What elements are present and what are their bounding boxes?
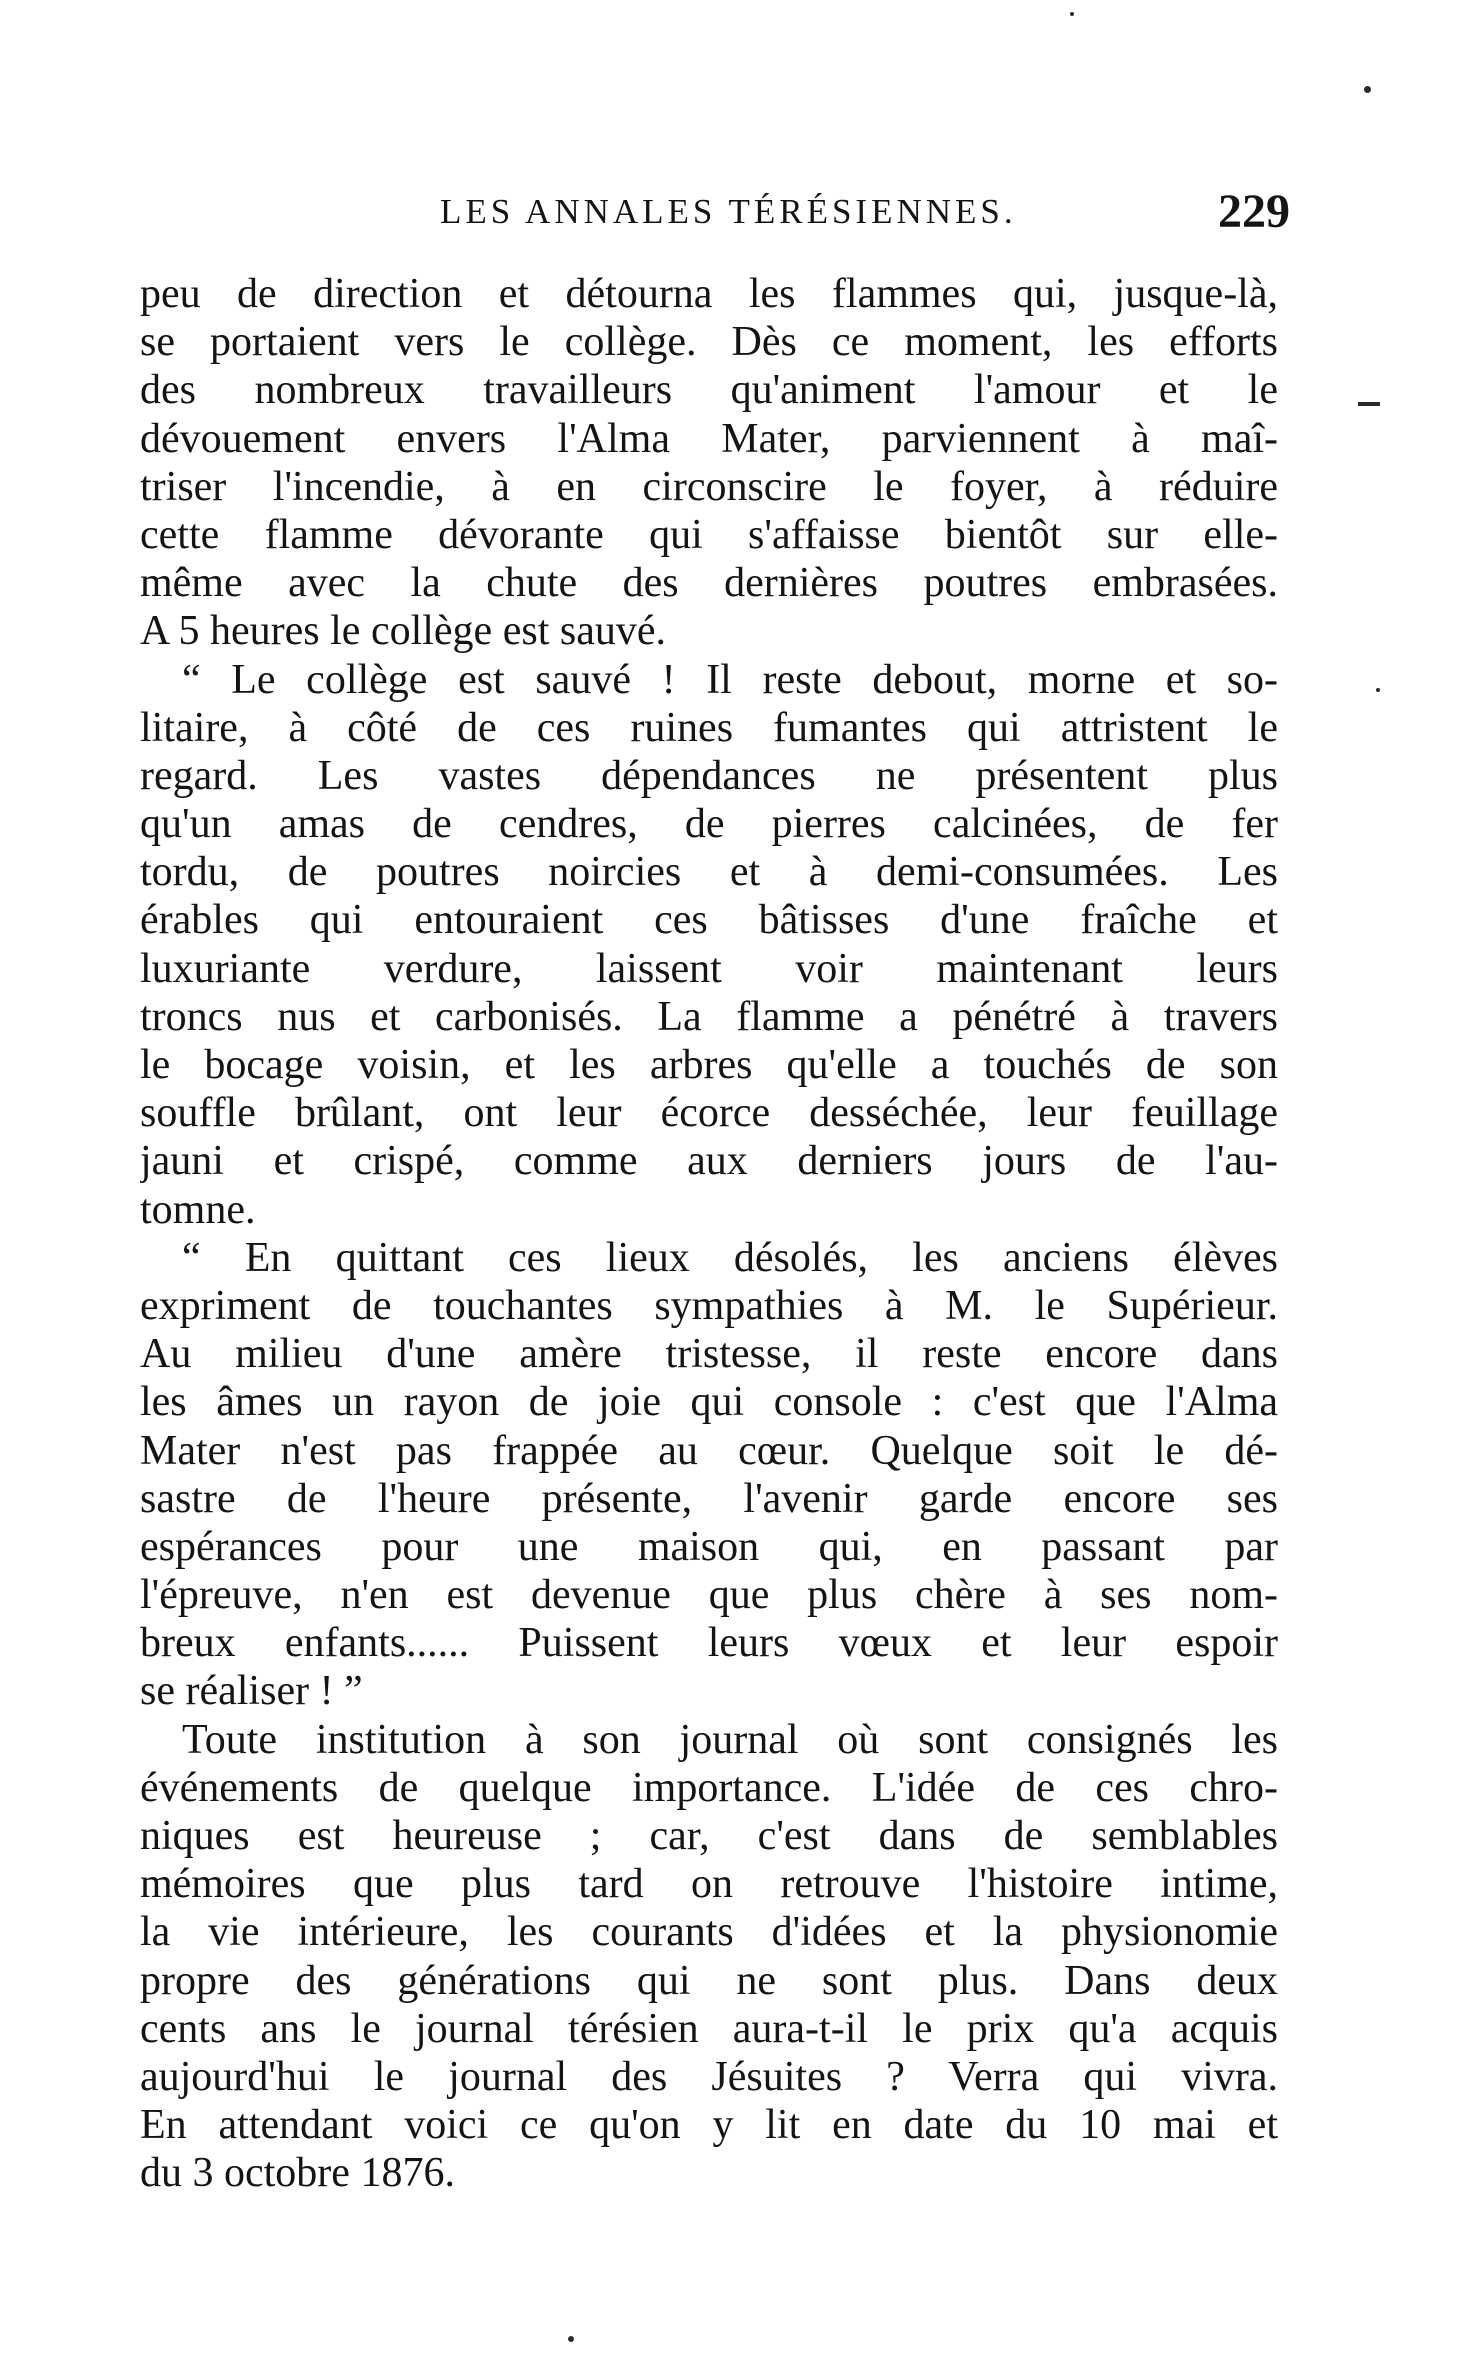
body-text bbox=[140, 270, 1278, 2198]
scan-speck bbox=[568, 2336, 574, 2342]
scan-speck bbox=[1364, 86, 1371, 93]
text-line: qu'un amas de cendres, de pierres calcinées, de fer bbox=[140, 801, 1278, 848]
text-line: peu de direction et détourna les flammes qui, jusque-là, bbox=[140, 271, 1278, 317]
text-line: breux enfants...... Puissent leurs vœux et leur espoir bbox=[140, 1620, 1278, 1667]
text-line: espérances pour une maison qui, en passant par bbox=[140, 1523, 1278, 1570]
text-line: expriment de touchantes sympathies à M. le Supérieur. bbox=[140, 1282, 1278, 1329]
text-line: triser l'incendie, à en circonscire le foyer, à réduire bbox=[140, 463, 1278, 510]
running-head bbox=[140, 182, 1290, 242]
text-line: troncs nus et carbonisés. La flamme a pénétré à travers bbox=[140, 993, 1278, 1040]
text-line: sastre de l'heure présente, l'avenir garde encore ses bbox=[140, 1475, 1278, 1522]
text-line: même avec la chute des dernières poutres embrasées. bbox=[140, 560, 1278, 607]
text-line: “ En quittant ces lieux désolés, les anciens élèves bbox=[182, 1234, 1278, 1281]
text-line: propre des générations qui ne sont plus. Dans deux bbox=[140, 1957, 1278, 2004]
text-line: En attendant voici ce qu'on y lit en date du 10 mai et bbox=[140, 2102, 1278, 2149]
text-line: la vie intérieure, les courants d'idées et la physionomie bbox=[140, 1909, 1278, 1956]
text-line: niques est heureuse ; car, c'est dans de semblables bbox=[140, 1813, 1278, 1859]
text-line: Toute institution à son journal où sont consignés les bbox=[182, 1716, 1278, 1763]
scan-speck bbox=[1376, 688, 1380, 692]
text-line: souffle brûlant, ont leur écorce desséchée, leur feuillage bbox=[140, 1090, 1278, 1137]
page-number: 229 bbox=[1218, 185, 1290, 238]
scan-speck bbox=[1070, 12, 1074, 16]
text-line: cents ans le journal térésien aura-t-il le prix qu'a acquis bbox=[140, 2005, 1278, 2052]
text-line: se réaliser ! ” bbox=[140, 1668, 363, 1715]
text-line: se portaient vers le collège. Dès ce moment, les efforts bbox=[140, 319, 1278, 366]
text-line: “ Le collège est sauvé ! Il reste debout, morne et so- bbox=[182, 656, 1278, 703]
text-line: tomne. bbox=[140, 1186, 256, 1233]
text-line: Au milieu d'une amère tristesse, il reste encore dans bbox=[140, 1331, 1278, 1378]
text-line: Mater n'est pas frappée au cœur. Quelque soit le dé- bbox=[140, 1427, 1278, 1474]
text-line: événements de quelque importance. L'idée de ces chro- bbox=[140, 1764, 1278, 1811]
text-line: aujourd'hui le journal des Jésuites ? Verra qui vivra. bbox=[140, 2053, 1278, 2100]
text-line: l'épreuve, n'en est devenue que plus chère à ses nom- bbox=[140, 1572, 1278, 1619]
text-line: litaire, à côté de ces ruines fumantes qui attristent le bbox=[140, 704, 1278, 751]
text-line: érables qui entouraient ces bâtisses d'une fraîche et bbox=[140, 897, 1278, 944]
text-line: le bocage voisin, et les arbres qu'elle a touchés de son bbox=[140, 1042, 1278, 1088]
text-line: jauni et crispé, comme aux derniers jours de l'au- bbox=[140, 1138, 1278, 1185]
text-line: des nombreux travailleurs qu'animent l'amour et le bbox=[140, 367, 1278, 414]
running-title: LES ANNALES TÉRÉSIENNES. bbox=[440, 192, 1017, 231]
text-line: les âmes un rayon de joie qui console : c'est que l'Alma bbox=[140, 1379, 1278, 1426]
text-line: du 3 octobre 1876. bbox=[140, 2150, 455, 2197]
text-line: cette flamme dévorante qui s'affaisse bientôt sur elle- bbox=[140, 511, 1278, 558]
text-line: mémoires que plus tard on retrouve l'histoire intime, bbox=[140, 1861, 1278, 1908]
text-line: luxuriante verdure, laissent voir maintenant leurs bbox=[140, 945, 1278, 992]
text-line: dévouement envers l'Alma Mater, parviennent à maî- bbox=[140, 415, 1278, 462]
text-line: A 5 heures le collège est sauvé. bbox=[140, 608, 666, 655]
scan-mark bbox=[1358, 402, 1380, 406]
text-line: regard. Les vastes dépendances ne présentent plus bbox=[140, 752, 1278, 799]
text-line: tordu, de poutres noircies et à demi-consumées. Les bbox=[140, 849, 1278, 896]
